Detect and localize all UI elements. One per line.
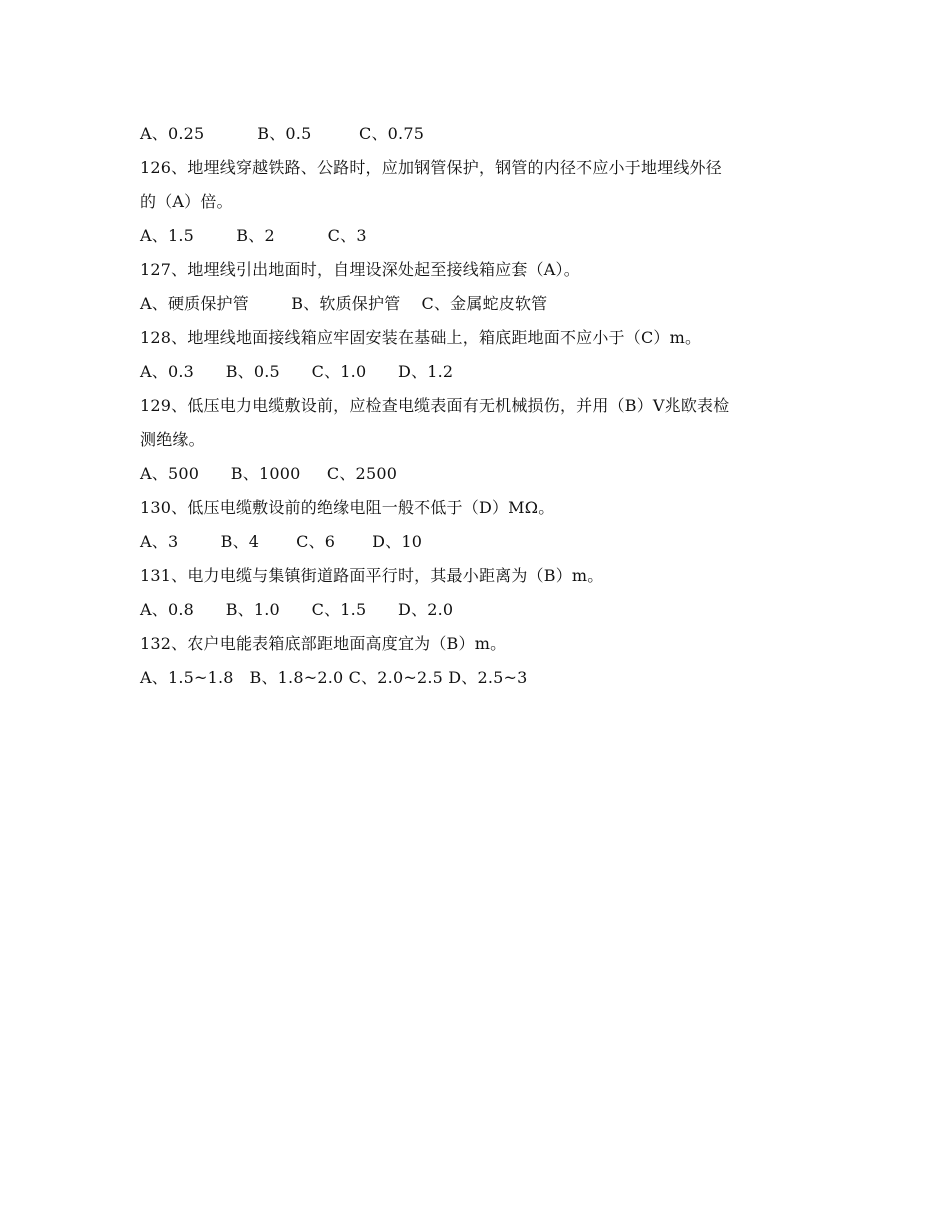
question-127: 127、地埋线引出地面时，自埋设深处起至接线箱应套（A）。: [140, 260, 580, 279]
question-126-cont: 的（A）倍。: [140, 192, 233, 211]
question-128-options: A、0.3 B、0.5 C、1.0 D、1.2: [140, 362, 454, 381]
question-132-options: A、1.5~1.8 B、1.8~2.0 C、2.0~2.5 D、2.5~3: [140, 668, 528, 687]
question-132: 132、农户电能表箱底部距地面高度宜为（B）m。: [140, 634, 507, 653]
question-129-options: A、500 B、1000 C、2500: [140, 464, 398, 483]
question-129: 129、低压电力电缆敷设前，应检查电缆表面有无机械损伤，并用（B）V兆欧表检: [140, 396, 730, 415]
question-131: 131、电力电缆与集镇街道路面平行时，其最小距离为（B）m。: [140, 566, 604, 585]
document-page: [140, 117, 820, 695]
question-127-options: A、硬质保护管 B、软质保护管 C、金属蛇皮软管: [140, 294, 548, 313]
question-126-options: A、1.5 B、2 C、3: [140, 226, 367, 245]
text-line-125-options: A、0.25 B、0.5 C、0.75: [140, 124, 425, 143]
question-130-options: A、3 B、4 C、6 D、10: [140, 532, 423, 551]
question-126: 126、地埋线穿越铁路、公路时，应加钢管保护，钢管的内径不应小于地埋线外径: [140, 158, 722, 177]
question-128: 128、地埋线地面接线箱应牢固安装在基础上，箱底距地面不应小于（C）m。: [140, 328, 702, 347]
question-130: 130、低压电缆敷设前的绝缘电阻一般不低于（D）MΩ。: [140, 498, 555, 517]
question-129-cont: 测绝缘。: [140, 430, 205, 449]
question-131-options: A、0.8 B、1.0 C、1.5 D、2.0: [140, 600, 454, 619]
